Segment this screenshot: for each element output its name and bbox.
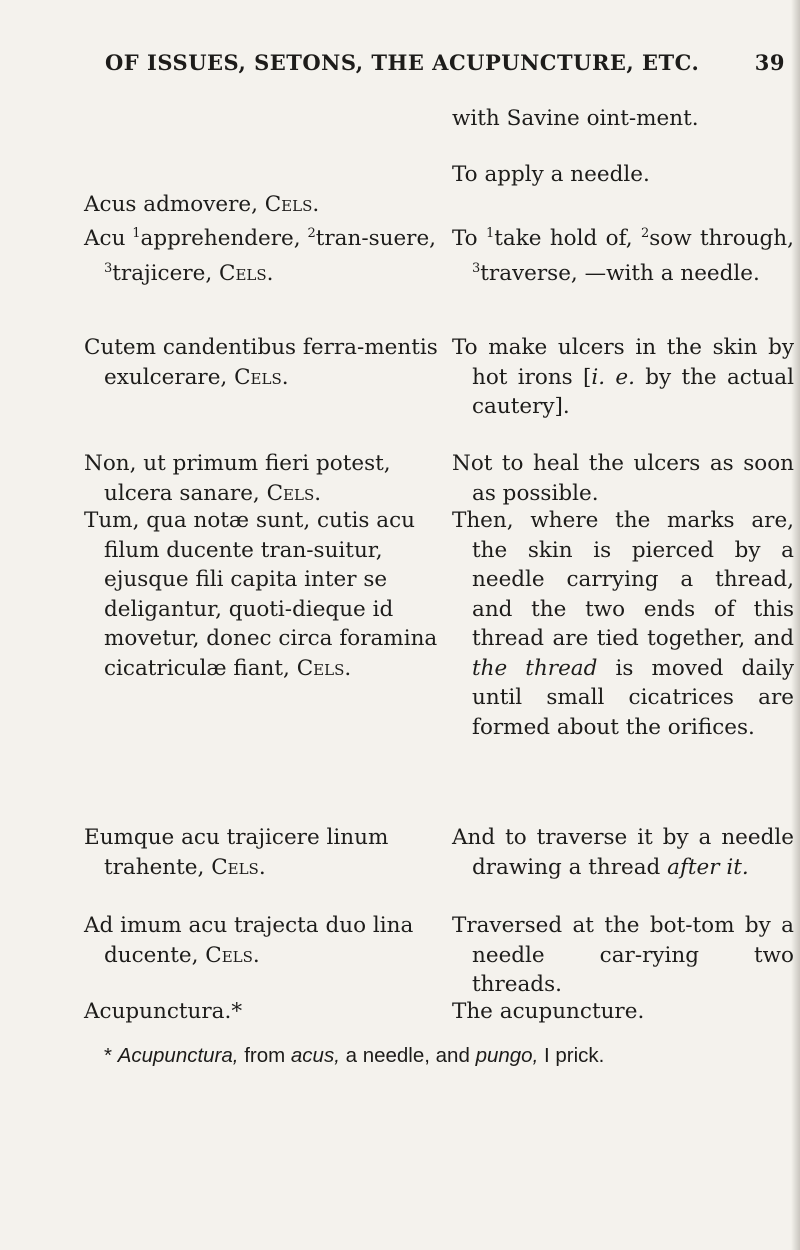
- english-translation: Traversed at the bot-tom by a needle car-rying two threads.: [452, 913, 794, 997]
- latin-entry: Acupunctura.*: [84, 999, 243, 1024]
- latin-entry: Tum, qua notæ sunt, cutis acu filum ducente tran-suitur, ejusque fili capita inter se deligantur, quoti-dieque id movetur, donec circa foramina cicatriculæ fiant, Cels.: [84, 508, 438, 681]
- author-abbrev: Cels.: [266, 480, 322, 506]
- latin-entry: Non, ut primum fieri potest, ulcera sanare, Cels.: [84, 451, 391, 506]
- page-number: 39: [754, 50, 785, 75]
- author-abbrev: Cels.: [219, 260, 274, 286]
- english-translation: To $^1$take hold of, $^2$sow through, $^3$traverse, —with a needle.: [452, 226, 794, 286]
- superscript-marker: 3: [472, 260, 481, 276]
- italic-text: after it.: [667, 854, 749, 880]
- author-abbrev: Cels.: [205, 942, 260, 968]
- author-abbrev: Cels.: [211, 854, 266, 880]
- italic-text: pungo,: [475, 1044, 539, 1067]
- english-translation: To make ulcers in the skin by hot irons [i. e. by the actual cautery].: [452, 335, 794, 419]
- italic-text: acus,: [290, 1044, 340, 1067]
- english-translation: Then, where the marks are, the skin is pierced by a needle carrying a thread, and the two ends of this thread are tied together, and the thread is moved daily until small cicatrices are formed about the orifices.: [452, 508, 794, 740]
- italic-text: Acupunctura,: [117, 1044, 239, 1067]
- author-abbrev: Cels.: [296, 655, 352, 681]
- running-header: [105, 50, 785, 75]
- latin-entry: Eumque acu trajicere linum trahente, Cels.: [84, 825, 389, 880]
- author-abbrev: Cels.: [234, 364, 289, 390]
- italic-text: i. e.: [591, 364, 635, 390]
- superscript-marker: 2: [640, 226, 650, 241]
- superscript-marker: 1: [485, 226, 495, 241]
- latin-entry: Acu $^1$apprehendere, $^2$tran-suere, $^3$trajicere, Cels.: [84, 226, 437, 286]
- latin-entry: Cutem candentibus ferra-mentis exulcerare, Cels.: [84, 335, 438, 390]
- superscript-marker: 1: [132, 226, 141, 241]
- footnote: * Acupunctura, from acus, a needle, and pungo, I prick.: [104, 1044, 605, 1067]
- english-translation: with Savine oint-ment.: [452, 106, 699, 131]
- latin-entry: Ad imum acu trajecta duo lina ducente, Cels.: [84, 913, 414, 968]
- superscript-marker: 3: [104, 260, 113, 276]
- superscript-marker: 2: [307, 226, 316, 241]
- english-translation: Not to heal the ulcers as soon as possible.: [452, 451, 794, 506]
- english-translation: The acupuncture.: [452, 999, 645, 1024]
- english-translation: And to traverse it by a needle drawing a thread after it.: [452, 825, 794, 880]
- latin-entry: Acus admovere, Cels.: [84, 192, 320, 217]
- english-translation: To apply a needle.: [452, 162, 650, 187]
- italic-text: the thread: [472, 655, 598, 681]
- author-abbrev: Cels.: [264, 192, 320, 217]
- header-title: OF ISSUES, SETONS, THE ACUPUNCTURE, ETC.: [105, 50, 700, 75]
